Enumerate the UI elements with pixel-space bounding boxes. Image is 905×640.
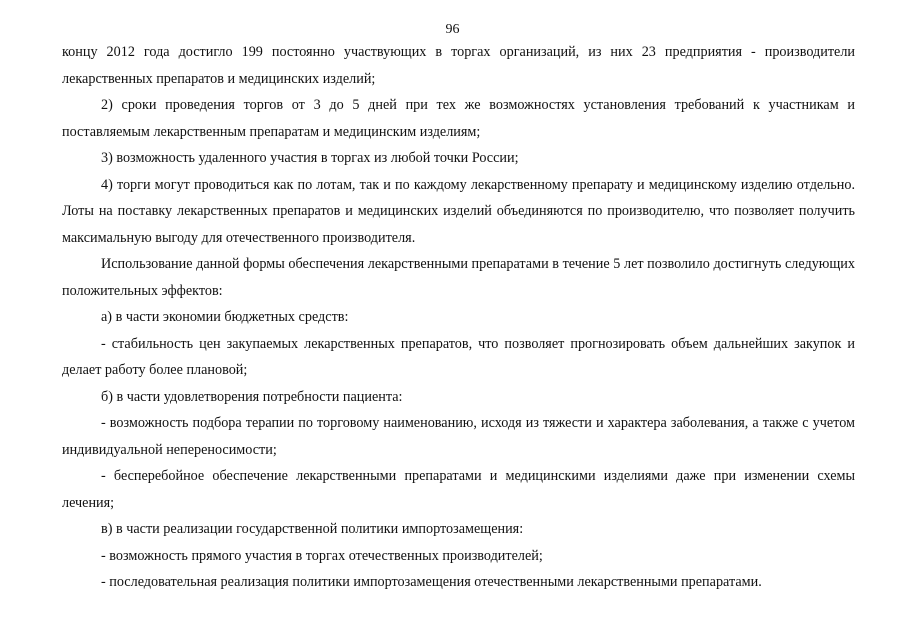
- paragraph: Использование данной формы обеспечения лекарственными препаратами в течение 5 лет позволило достигнуть следующих положительных эффектов:: [62, 256, 855, 299]
- document-body: [62, 39, 855, 596]
- paragraph: - стабильность цен закупаемых лекарственных препаратов, что позволяет прогнозировать объем дальнейших закупок и делает работу более плановой;: [62, 335, 855, 378]
- paragraph: 4) торги могут проводиться как по лотам, так и по каждому лекарственному препарату и медицинскому изделию отдельно. Лоты на поставку лекарственных препаратов и медицинских изделий объединяются по производителю, что позволяет получить максимальную выгоду для отечественного производителя.: [62, 176, 855, 246]
- paragraph: - бесперебойное обеспечение лекарственными препаратами и медицинскими изделиями даже при изменении схемы лечения;: [62, 468, 855, 511]
- paragraph: а) в части экономии бюджетных средств:: [101, 309, 349, 325]
- paragraph: в) в части реализации государственной политики импортозамещения:: [101, 521, 524, 537]
- paragraph: концу 2012 года достигло 199 постоянно участвующих в торгах организаций, из них 23 предприятия - производители лекарственных препаратов и медицинских изделий;: [62, 44, 855, 87]
- page-number: 96: [445, 22, 460, 37]
- paragraph: 2) сроки проведения торгов от 3 до 5 дней при тех же возможностях установления требований к участникам и поставляемым лекарственным препаратам и медицинским изделиям;: [62, 97, 855, 140]
- paragraph: - возможность подбора терапии по торговому наименованию, исходя из тяжести и характера заболевания, а также с учетом индивидуальной непереносимости;: [62, 415, 855, 458]
- paragraph: - возможность прямого участия в торгах отечественных производителей;: [101, 547, 543, 564]
- paragraph: 3) возможность удаленного участия в торгах из любой точки России;: [101, 150, 519, 166]
- paragraph: - последовательная реализация политики импортозамещения отечественными лекарственными препаратами.: [101, 574, 762, 590]
- paragraph: б) в части удовлетворения потребности пациента:: [101, 388, 403, 405]
